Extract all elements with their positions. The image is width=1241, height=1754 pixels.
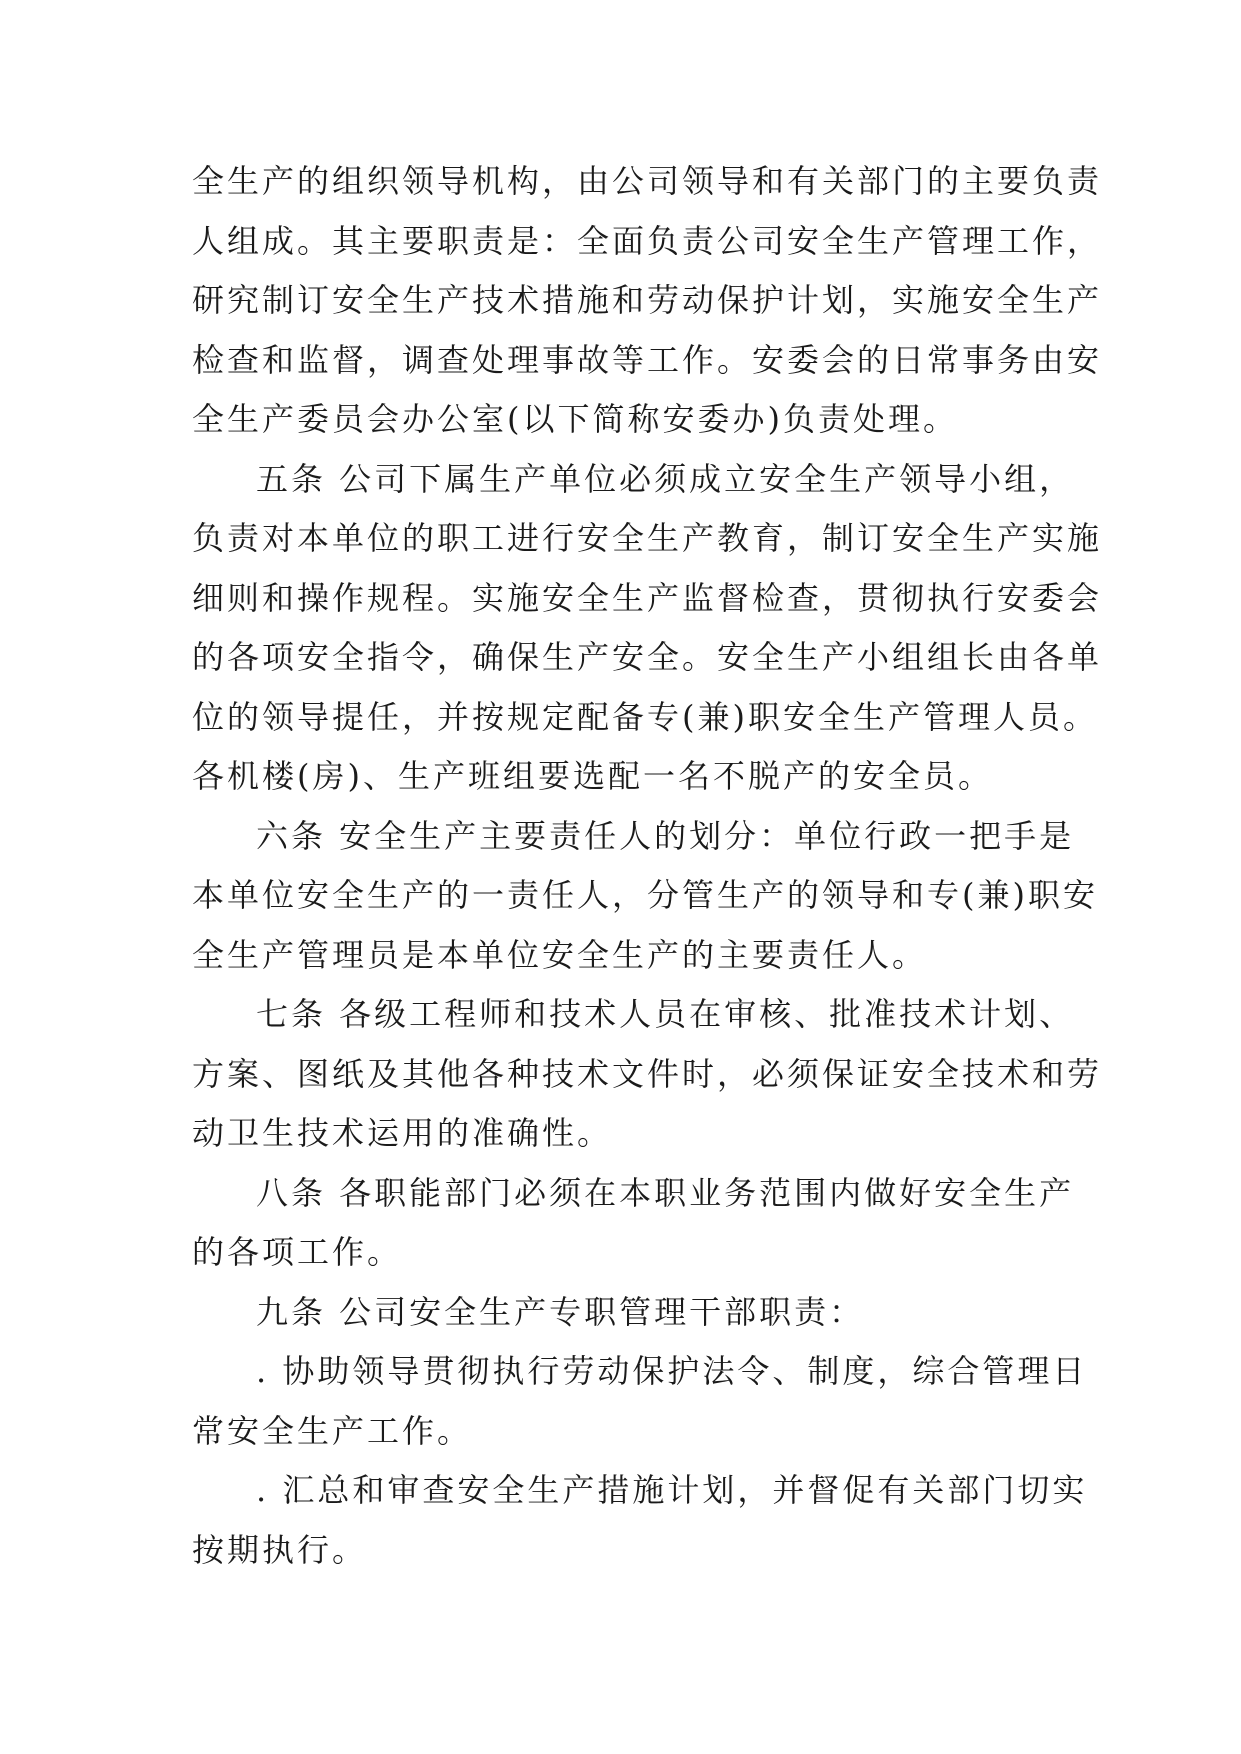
text-line: 的各项安全指令，确保生产安全。安全生产小组组长由各单 xyxy=(192,638,1103,676)
text-line: 常安全生产工作。 xyxy=(192,1411,473,1450)
article-6-heading-line: 六条 安全生产主要责任人的划分：单位行政一把手是 xyxy=(256,816,1075,855)
text-line: 位的领导提任，并按规定配备专(兼)职安全生产管理人员。 xyxy=(192,697,1098,736)
article-5-heading-line: 五条 公司下属生产单位必须成立安全生产领导小组， xyxy=(256,459,1075,498)
text-line: 负责对本单位的职工进行安全生产教育，制订安全生产实施 xyxy=(192,519,1103,557)
text-line: 的各项工作。 xyxy=(192,1233,403,1271)
text-line: 动卫生技术运用的准确性。 xyxy=(192,1114,613,1152)
text-line: 本单位安全生产的一责任人，分管生产的领导和专(兼)职安 xyxy=(192,876,1098,914)
document-body xyxy=(192,152,1103,1580)
text-line: 全生产管理员是本单位安全生产的主要责任人。 xyxy=(192,935,928,974)
list-item-line: . 汇总和审查安全生产措施计划，并督促有关部门切实 xyxy=(256,1471,1088,1509)
text-line: 全生产的组织领导机构，由公司领导和有关部门的主要负责 xyxy=(192,162,1103,200)
text-line: 检查和监督，调查处理事故等工作。安委会的日常事务由安 xyxy=(192,340,1103,379)
article-8-heading-line: 八条 各职能部门必须在本职业务范围内做好安全生产 xyxy=(256,1173,1075,1212)
text-line: 全生产委员会办公室(以下简称安委办)负责处理。 xyxy=(192,400,958,438)
text-line: 细则和操作规程。实施安全生产监督检查，贯彻执行安委会 xyxy=(192,578,1103,617)
text-line: 各机楼(房)、生产班组要选配一名不脱产的安全员。 xyxy=(192,757,993,795)
text-line: 按期执行。 xyxy=(192,1530,368,1569)
list-item-line: . 协助领导贯彻执行劳动保护法令、制度，综合管理日 xyxy=(256,1352,1088,1390)
article-9-heading-line: 九条 公司安全生产专职管理干部职责： xyxy=(256,1292,865,1331)
article-7-heading-line: 七条 各级工程师和技术人员在审核、批准技术计划、 xyxy=(256,995,1075,1033)
text-line: 人组成。其主要职责是：全面负责公司安全生产管理工作， xyxy=(192,221,1103,260)
text-line: 方案、图纸及其他各种技术文件时，必须保证安全技术和劳 xyxy=(192,1054,1103,1093)
text-line: 研究制订安全生产技术措施和劳动保护计划，实施安全生产 xyxy=(192,281,1103,319)
